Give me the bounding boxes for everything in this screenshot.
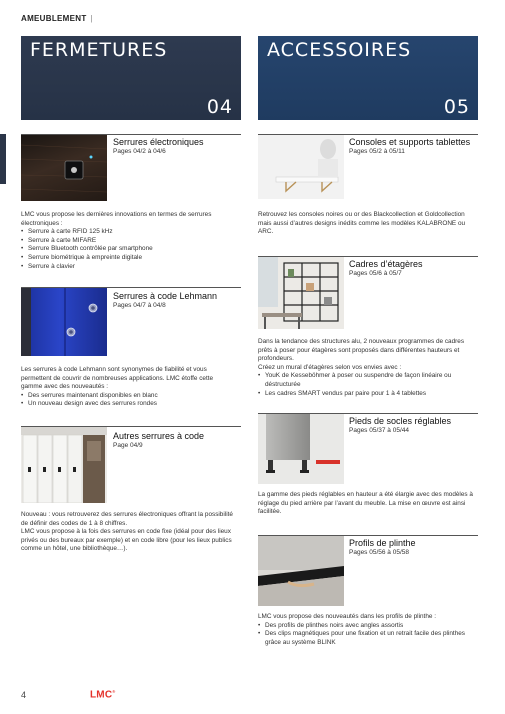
console-support-photo [258, 135, 344, 199]
lmc-logo: LMC® [90, 689, 116, 701]
item-description [258, 613, 490, 647]
accessoires-banner [258, 36, 478, 120]
description-line: gamme avec des nouveautés : [21, 383, 109, 391]
item-pages: Page 04/9 [113, 442, 143, 449]
side-tab-marker [0, 134, 6, 184]
item-title: Serrures à code Lehmann [113, 291, 218, 301]
list-item: • Serrure Bluetooth contrôlée par smartphone [21, 245, 246, 254]
banner-title-fermetures: FERMETURES [30, 39, 168, 61]
list-item: • Serrure biométrique à empreinte digitale [21, 254, 246, 263]
list-item: • Des serrures maintenant disponibles en blanc [21, 392, 246, 401]
description-line: La gamme des pieds réglables en hauteur a été élargie avec des modèles à [258, 491, 473, 498]
list-item: • Serrure à carte RFID 125 kHz [21, 228, 246, 237]
description-line: LMC vous propose les dernières innovations en termes de serrures [21, 211, 212, 218]
item-pages: Pages 05/37 à 05/44 [349, 427, 409, 434]
item-title: Serrures électroniques [113, 137, 204, 147]
description-line: électroniques : [21, 219, 63, 227]
description-line: prêts à poser pour étagères sont proposés dans différentes hauteurs et [258, 346, 460, 354]
code-lock-lockers-photo [21, 427, 107, 503]
electronic-lock-photo [21, 135, 107, 201]
banner-title-accessoires: ACCESSOIRES [267, 39, 412, 61]
description-line: profondeurs. [258, 355, 294, 363]
description-line: ARC. [258, 228, 274, 236]
item-pages: Pages 05/56 à 05/58 [349, 549, 409, 556]
list-item [258, 372, 488, 389]
description-line: Retrouvez les consoles noires ou or des Blackcollection et Goldcollection [258, 211, 465, 218]
description-line: comme un hôtel, une bibliothèque…). [21, 545, 128, 553]
description-line: réglage du pied arrière par l’avant du meuble. La mise en œuvre est ainsi [258, 499, 466, 507]
list-item-continuation: déstructurée [265, 380, 301, 388]
item-description [21, 511, 251, 554]
description-line: Créez un mural d’étagères selon vos envies avec : [258, 363, 402, 371]
list-item: • Les cadres SMART vendus par paire pour 1 à 4 tablettes [258, 390, 488, 399]
list-item-continuation: grâce au système BLINK [265, 638, 336, 646]
lehmann-lock-photo [21, 288, 107, 356]
description-line: LMC vous propose à la fois des serrures en code fixe (idéal pour des lieux [21, 528, 231, 536]
list-item: • Serrure à carte MIFARE [21, 237, 246, 246]
section-label: AMEUBLEMENT [21, 14, 87, 23]
description-line: facilitée. [258, 508, 282, 516]
item-title: Autres serrures à code [113, 431, 205, 441]
header-section [21, 14, 93, 23]
description-line: Nouveau : vous retrouverez des serrures électroniques offrant la possibilité [21, 511, 233, 518]
description-line: permettent de couvrir de nombreuses applications. LMC étoffe cette [21, 374, 214, 382]
list-item-text: YouK de Kesseböhmer à poser ou suspendre de façon linéaire ou [265, 372, 452, 380]
item-pages: Pages 04/7 à 04/8 [113, 302, 166, 309]
logo-text: LMC [90, 689, 113, 701]
header-separator: | [90, 14, 93, 23]
adjustable-feet-photo [258, 414, 344, 484]
description-line: de définir des codes de 1 à 8 chiffres. [21, 519, 128, 527]
item-title: Profils de plinthe [349, 538, 416, 548]
item-pages: Pages 04/2 à 04/6 [113, 148, 166, 155]
item-pages: Pages 05/6 à 05/7 [349, 270, 402, 277]
list-item-text: Des clips magnétiques pour une fixation et un retrait facile des plinthes [265, 630, 465, 638]
feature-list [21, 228, 246, 271]
item-description [258, 491, 488, 517]
description-line: LMC vous propose des nouveautés dans les profils de plinthe : [258, 613, 436, 620]
shelf-frames-photo [258, 257, 344, 329]
item-description [21, 211, 246, 271]
list-item: • Un nouveau design avec des serrures rondes [21, 400, 246, 409]
description-line: Dans la tendance des structures alu, 2 nouveaux programmes de cadres [258, 338, 465, 345]
list-item [258, 630, 490, 647]
plinth-profile-photo [258, 536, 344, 606]
banner-number-04: 04 [206, 96, 233, 118]
description-line: Les serrures à code Lehmann sont synonymes de fiabilité et vous [21, 366, 207, 373]
item-description [258, 211, 488, 237]
banner-number-05: 05 [443, 96, 470, 118]
item-title: Consoles et supports tablettes [349, 137, 471, 147]
fermetures-banner [21, 36, 241, 120]
description-line: privés ou des bureaux par exemple) et en code libre (pour les lieux publics [21, 536, 232, 544]
item-description [258, 338, 488, 398]
item-description [21, 366, 246, 409]
list-item: • Serrure à clavier [21, 263, 246, 272]
page-number: 4 [21, 690, 27, 700]
item-pages: Pages 05/2 à 05/11 [349, 148, 405, 155]
feature-list [258, 622, 490, 648]
feature-list [258, 372, 488, 398]
feature-list [21, 392, 246, 409]
item-title: Pieds de socles réglables [349, 416, 452, 426]
item-title: Cadres d’étagères [349, 259, 423, 269]
description-line: mais aussi d’autres designs inédits comme les modèles KALABRONE ou [258, 219, 466, 227]
list-item: • Des profils de plinthes noirs avec angles assortis [258, 622, 490, 631]
